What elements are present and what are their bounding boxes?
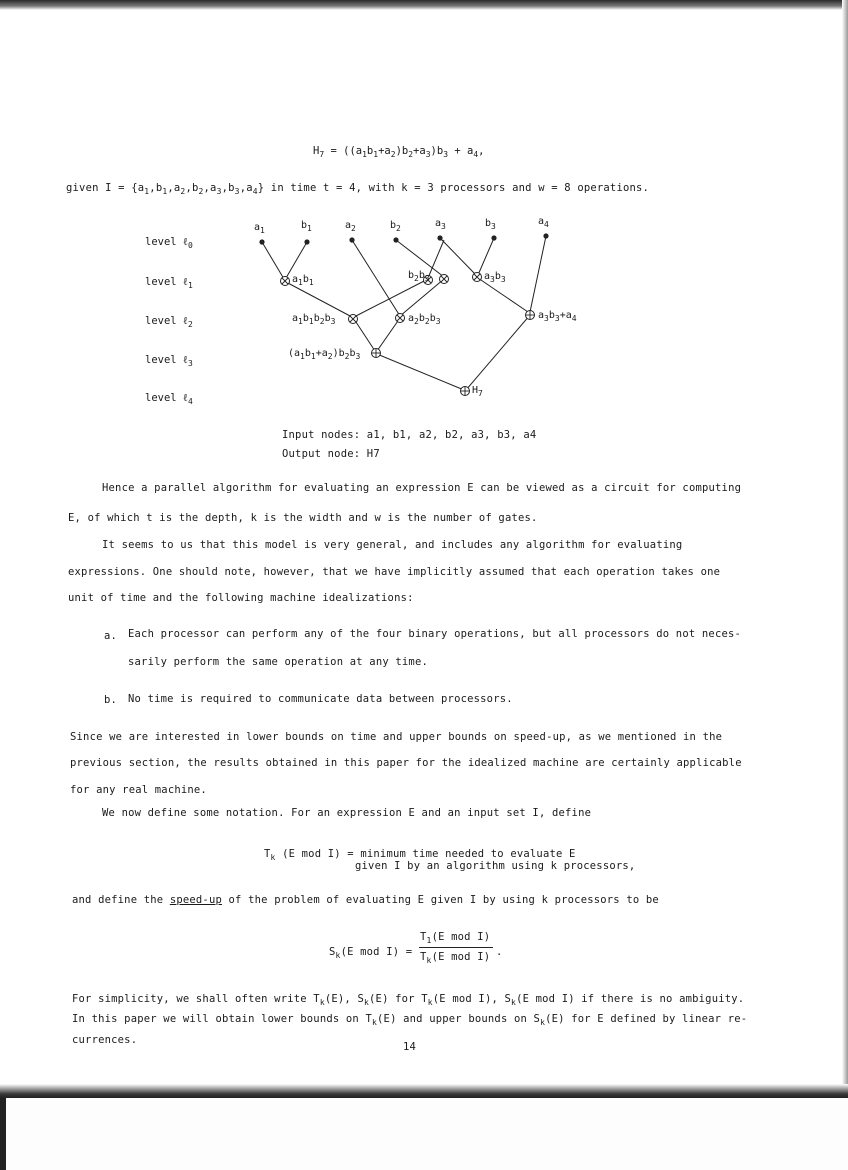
p1-line2: E, of which t is the depth, k is the width and w is the number of gates.	[68, 512, 538, 524]
input-label-b3: $b_3$	[485, 218, 496, 231]
level-label: level ℓ$_2$	[145, 315, 193, 329]
edge	[478, 238, 494, 275]
p6-line1: For simplicity, we shall often write $T_k(E)$, $S_k(E)$ for $T_k(E$ mod I), $S_k(E$ mod I) if there is no ambiguity.	[72, 993, 745, 1007]
p2-line2: expressions. One should note, however, that we have implicitly assumed that each operation takes one	[68, 566, 721, 578]
edge	[286, 242, 307, 278]
p3-line1: Since we are interested in lower bounds on time and upper bounds on speed-up, as we mentioned in the	[70, 731, 723, 743]
p5-line	[72, 893, 659, 907]
scan-bottom-edge	[0, 1084, 848, 1098]
sk-numerator: $T_1(E$ mod I)	[420, 931, 491, 945]
edge	[440, 238, 476, 275]
def-tk-line1: $T_k$ (E mod I) = minimum time needed to evaluate E	[264, 848, 576, 862]
formula-part: ,	[478, 145, 485, 157]
input-label-a2: $a_2$	[345, 220, 356, 233]
edge	[428, 240, 444, 278]
output-node-label: Output node:	[282, 448, 361, 460]
formula-part: + a	[448, 145, 474, 157]
sk-lhs: $S_k(E$ mod I) =	[329, 946, 413, 960]
speed-up-term: speed-up	[169, 894, 223, 906]
formula-lhs: H	[313, 145, 320, 157]
formula-part: b	[366, 145, 374, 157]
formula-sub: 4	[473, 150, 479, 159]
input-node	[491, 235, 496, 240]
input-node	[393, 237, 398, 242]
p6-line2: In this paper we will obtain lower bounds on $T_k(E)$ and upper bounds on $S_k(E)$ for E defined by linear re-	[72, 1013, 748, 1027]
input-label-b1: $b_1$	[301, 220, 312, 233]
p5-suffix: of the problem of evaluating E given I by using k processors to be	[222, 894, 659, 906]
node-label-a3b3: $a_3b_3$	[484, 271, 506, 284]
edge	[262, 242, 284, 279]
formula-sub: 2	[390, 150, 396, 159]
p2-line3: unit of time and the following machine idealizations:	[68, 592, 414, 604]
edge	[400, 279, 444, 316]
formula-part: )b	[395, 145, 409, 157]
scan-background	[0, 1098, 848, 1170]
scan-left-shadow	[0, 1098, 6, 1170]
given-suffix: } in time t = 4, with k = 3 processors and w = 8 operations.	[257, 182, 650, 194]
level-label: level ℓ$_4$	[145, 392, 193, 406]
edge	[530, 236, 546, 312]
formula-part: +a	[378, 145, 391, 157]
input-label-a4: $a_4$	[538, 216, 549, 229]
input-nodes-line	[282, 428, 536, 442]
input-label-a3: $a_3$	[435, 218, 446, 231]
given-prefix: given I = {a	[66, 182, 145, 194]
sk-period: .	[496, 946, 503, 958]
node-label-a1b1b2b3: $a_1b_1b_2b_3$	[292, 313, 336, 326]
input-node	[259, 239, 264, 244]
formula-sub: 3	[443, 150, 449, 159]
node-label-a1b1: $a_1b_1$	[292, 274, 314, 287]
output-node-value: H7	[366, 448, 380, 460]
p6-line3: currences.	[72, 1034, 138, 1046]
level-label: level ℓ$_0$	[145, 236, 193, 250]
input-node	[349, 237, 354, 242]
p5-prefix: and define the	[72, 894, 170, 906]
level-label: level ℓ$_1$	[145, 276, 193, 290]
item-b-marker: b.	[104, 694, 118, 706]
p3-line3: for any real machine.	[70, 784, 207, 796]
edge	[352, 240, 400, 316]
given-line: given $I = \{a_1,b_1,a_2,b_2,a_3,b_3,a_4\}$ in time t = 4, with k = 3 processors and w = 8 operations.	[66, 182, 650, 196]
def-tk-line2: given I by an algorithm using k processors,	[355, 860, 636, 872]
formula-sub: 3	[425, 150, 431, 159]
input-node	[304, 239, 309, 244]
item-a-line1: Each processor can perform any of the four binary operations, but all processors do not neces-	[128, 628, 742, 640]
sk-lhs-text: (E mod I) =	[340, 946, 413, 958]
item-b-line1: No time is required to communicate data between processors.	[128, 693, 513, 705]
item-a-marker: a.	[104, 630, 118, 642]
edge	[377, 318, 400, 351]
formula-sub: 1	[373, 150, 379, 159]
output-node-line	[282, 447, 380, 461]
p4-line1: We now define some notation. For an expression E and an input set I, define	[102, 807, 592, 819]
node-label-a3b3a4: $a_3b_3+a_4$	[538, 310, 577, 323]
item-a-line2: sarily perform the same operation at any time.	[128, 656, 428, 668]
edge	[286, 282, 352, 317]
node-label-a2b2b3: $a_2b_2b_3$	[408, 313, 441, 326]
input-nodes-label: Input nodes:	[282, 429, 361, 441]
sk-denominator: $T_k(E$ mod I)	[420, 951, 491, 965]
node-label-sum: $(a_1b_1+a_2)b_2b_3$	[288, 348, 361, 361]
input-node	[437, 235, 442, 240]
input-label-a1: $a_1$	[254, 222, 265, 235]
formula-part: )b	[430, 145, 444, 157]
sk-den-text: (E mod I)	[431, 951, 491, 963]
edge	[377, 354, 464, 390]
input-label-b2: $b_2$	[390, 220, 401, 233]
def-tk-symbol: T	[264, 848, 271, 860]
edge	[354, 319, 375, 351]
level-label: level ℓ$_3$	[145, 354, 193, 368]
def-tk-rhs1: (E mod I) = minimum time needed to evaluate E	[282, 848, 576, 860]
node-label-b2b3: $b_2b_3$	[408, 270, 430, 283]
sk-num-text: (E mod I)	[431, 931, 491, 943]
circuit-diagram	[0, 0, 848, 420]
input-node	[543, 233, 548, 238]
formula-part: = ((a	[330, 145, 363, 157]
formula-sub: 2	[408, 150, 414, 159]
p2-line1: It seems to us that this model is very general, and includes any algorithm for evaluating	[102, 539, 683, 551]
formula-sub: 1	[362, 150, 367, 159]
formula-part: +a	[413, 145, 426, 157]
input-nodes-value: a1, b1, a2, b2, a3, b3, a4	[366, 429, 537, 441]
edge	[466, 315, 530, 390]
node-label-h7: $H_7$	[472, 385, 483, 398]
p1-line1: Hence a parallel algorithm for evaluating an expression E can be viewed as a circuit for computing	[102, 482, 742, 494]
fraction-bar	[419, 947, 493, 948]
page-number: 14	[403, 1041, 417, 1053]
edge	[354, 279, 428, 317]
formula-lhs-sub: 7	[319, 150, 325, 159]
p3-line2: previous section, the results obtained in this paper for the idealized machine are certainly applicable	[70, 757, 742, 769]
